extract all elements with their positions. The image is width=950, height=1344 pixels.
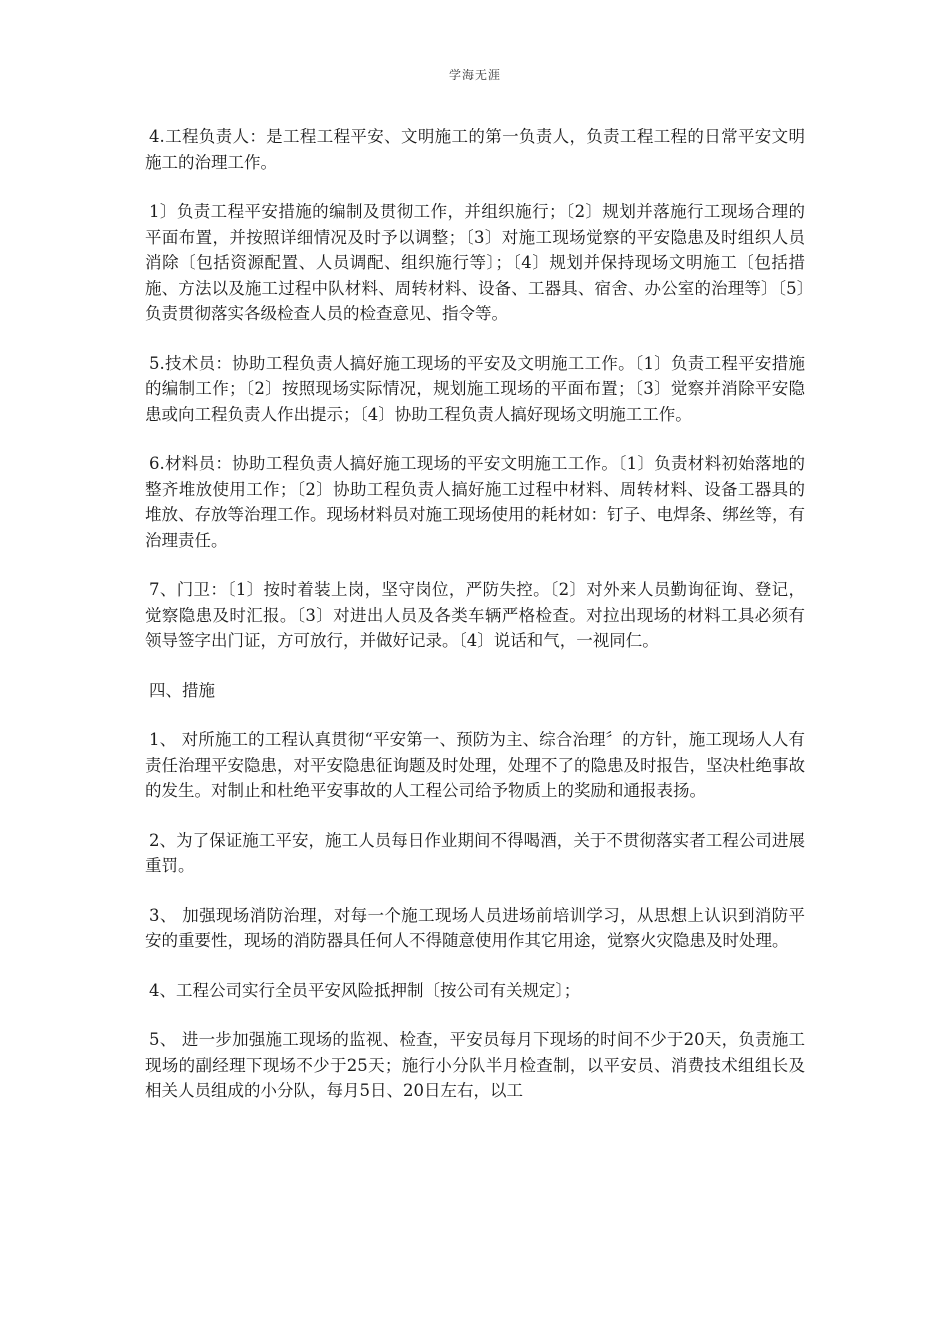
paragraph-project-manager-duties: 1〕负责工程平安措施的编制及贯彻工作，并组织施行；〔2〕规划并落施行工现场合理的平面布置，并按照详细情况及时予以调整；〔3〕对施工现场觉察的平安隐患及时组织人员消除〔包括资源配置、人员调配、组织施行等〕；〔4〕规划并保持现场文明施工〔包括措施、方法以及施工过程中队材料、周转材料、设备、工器具、宿舍、办公室的治理等〕〔5〕负责贯彻落实各级检查人员的检查意见、指令等。 bbox=[145, 202, 805, 323]
paragraph-measure-1: 1、 对所施工的工程认真贯彻“平安第一、预防为主、综合治理〞的方针，施工现场人人有责任治理平安隐患，对平安隐患征询题及时处理，处理不了的隐患及时报告，坚决杜绝事故的发生。对制止和杜绝平安事故的人工程公司给予物质上的奖励和通报表扬。 bbox=[145, 730, 805, 800]
paragraph-technician: 5.技术员：协助工程负责人搞好施工现场的平安及文明施工工作。〔1〕负责工程平安措施的编制工作；〔2〕按照现场实际情况，规划施工现场的平面布置；〔3〕觉察并消除平安隐患或向工程负责人作出提示；〔4〕协助工程负责人搞好现场文明施工工作。 bbox=[145, 353, 805, 424]
paragraph-gatekeeper: 7、门卫：〔1〕按时着装上岗，坚守岗位，严防失控。〔2〕对外来人员勤询征询、登记，觉察隐患及时汇报。〔3〕对进出人员及各类车辆严格检查。对拉出现场的材料工具必须有领导签字出门证，方可放行，并做好记录。〔4〕说话和气，一视同仁。 bbox=[145, 580, 805, 650]
section-heading-measures: 四、措施 bbox=[149, 680, 215, 700]
paragraph-measure-5: 5、 进一步加强施工现场的监视、检查，平安员每月下现场的时间不少于20天，负责施工现场的副经理下现场不少于25天；施行小分队半月检查制，以平安员、消费技术组组长及相关人员组成的小分队，每月5日、20日左右，以工 bbox=[145, 1030, 805, 1100]
paragraph-measure-4: 4、工程公司实行全员平安风险抵押制〔按公司有关规定〕； bbox=[149, 980, 581, 1000]
paragraph-measure-2: 2、为了保证施工平安，施工人员每日作业期间不得喝酒，关于不贯彻落实者工程公司进展重罚。 bbox=[145, 830, 805, 875]
document-body bbox=[145, 124, 805, 1128]
paragraph-project-manager: 4.工程负责人：是工程工程平安、文明施工的第一负责人，负责工程工程的日常平安文明施工的治理工作。 bbox=[145, 127, 805, 172]
paragraph-measure-3: 3、 加强现场消防治理，对每一个施工现场人员进场前培训学习，从思想上认识到消防平安的重要性，现场的消防器具任何人不得随意使用作其它用途，觉察火灾隐患及时处理。 bbox=[145, 905, 805, 950]
paragraph-material-clerk: 6.材料员：协助工程负责人搞好施工现场的平安文明施工工作。〔1〕负责材料初始落地的整齐堆放使用工作；〔2〕协助工程负责人搞好施工过程中材料、周转材料、设备工器具的堆放、存放等治理工作。现场材料员对施工现场使用的耗材如：钉子、电焊条、绑丝等，有治理责任。 bbox=[145, 454, 805, 550]
page-header: 学海无涯 bbox=[448, 68, 501, 82]
